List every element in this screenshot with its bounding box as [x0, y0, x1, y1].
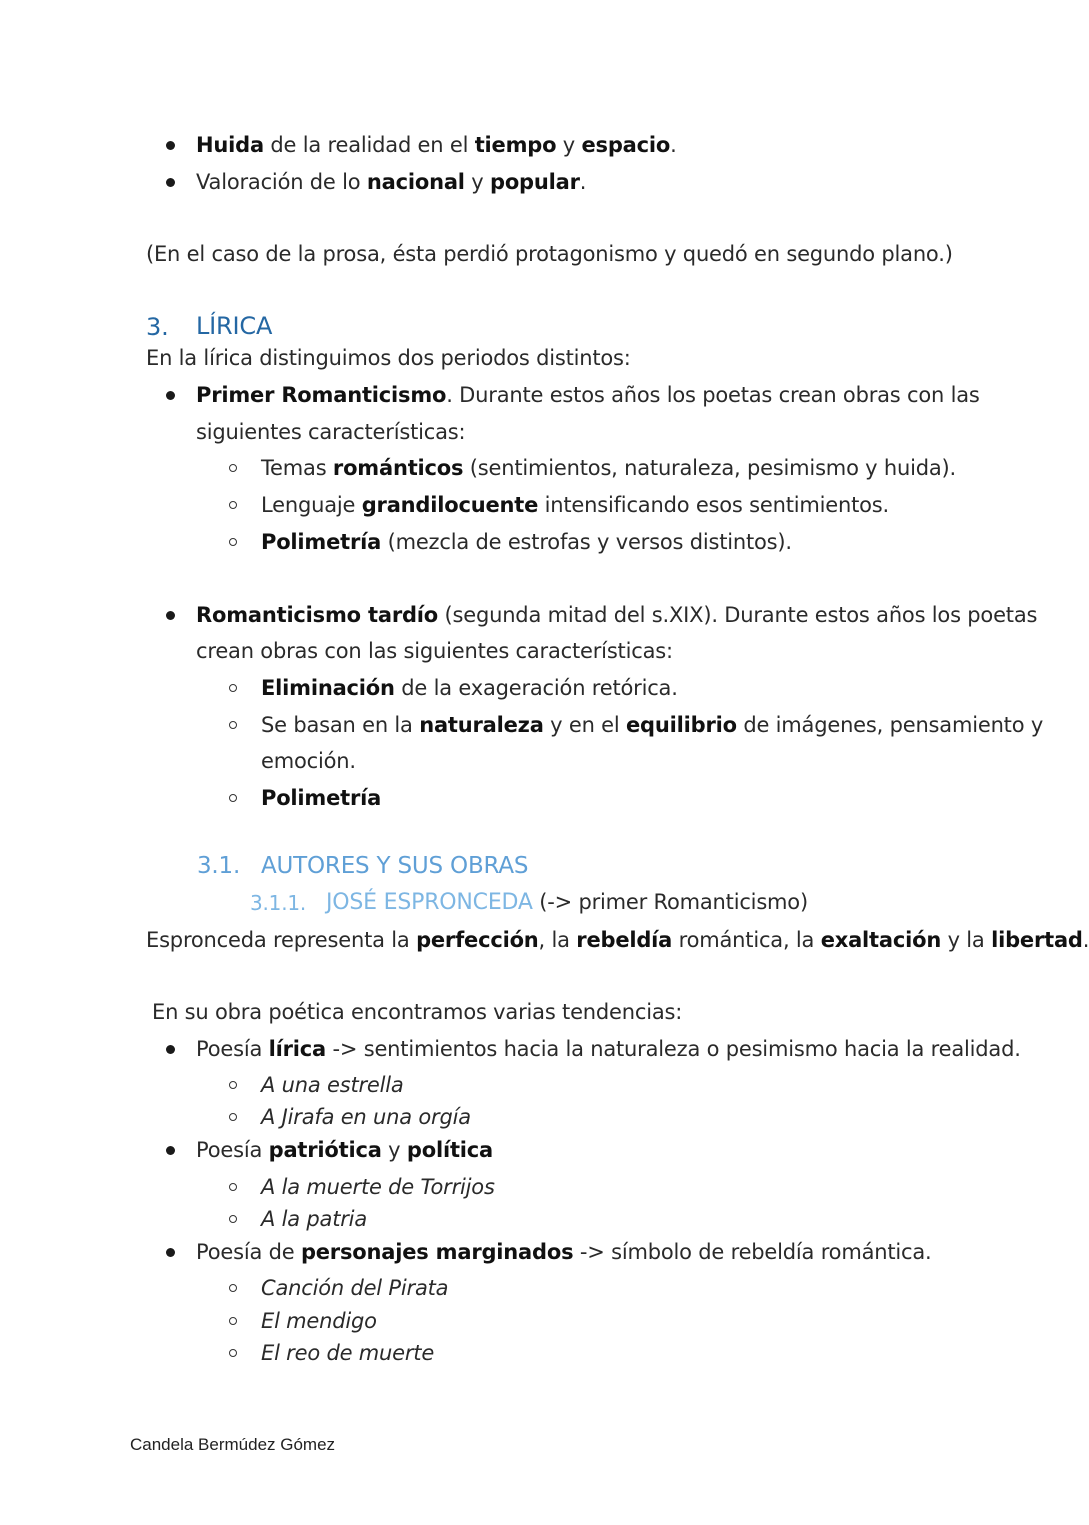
- circle-bullet: [229, 1183, 237, 1191]
- subsection-title: AUTORES Y SUS OBRAS: [261, 853, 529, 879]
- text-run: y: [381, 1138, 407, 1162]
- text-run: de la realidad en el: [263, 133, 475, 157]
- tendencias-intro: En su obra poética encontramos varias tendencias:: [152, 1000, 683, 1024]
- circle-bullet: [229, 538, 237, 546]
- circle-bullet: [229, 1284, 237, 1292]
- bold-text: Eliminación: [261, 676, 395, 700]
- section-intro: En la lírica distinguimos dos periodos distintos:: [146, 346, 631, 370]
- tardio-line1: [196, 601, 1037, 629]
- text-run: (segunda mitad del s.XIX). Durante estos años los poetas: [438, 603, 1038, 627]
- bullet-huida: [196, 131, 677, 159]
- prose-note: (En el caso de la prosa, ésta perdió protagonismo y quedó en segundo plano.): [146, 242, 953, 266]
- text-run: (mezcla de estrofas y versos distintos).: [381, 530, 792, 554]
- tardio-item-polimetria: [261, 784, 381, 812]
- bold-text: naturaleza: [419, 713, 544, 737]
- tardio-item-naturaleza: [261, 711, 1043, 739]
- subsubsection-title: JOSÉ ESPRONCEDA: [326, 890, 533, 915]
- text-run: , la: [538, 928, 577, 952]
- tardio-line2: crean obras con las siguientes características:: [196, 639, 673, 663]
- circle-bullet: [229, 1317, 237, 1325]
- text-run: -> símbolo de rebeldía romántica.: [573, 1240, 932, 1264]
- subsection-number: 3.1.: [197, 853, 241, 879]
- subsubsection-number: 3.1.1.: [250, 891, 307, 915]
- circle-bullet: [229, 1081, 237, 1089]
- bold-text: perfección: [416, 928, 539, 952]
- primer-item-lenguaje: [261, 491, 889, 519]
- primer-item-temas: [261, 454, 956, 482]
- circle-bullet: [229, 464, 237, 472]
- circle-bullet: [229, 1215, 237, 1223]
- tendencia-lirica: [196, 1035, 1021, 1063]
- work-title: El reo de muerte: [261, 1341, 435, 1365]
- circle-bullet: [229, 1349, 237, 1357]
- bold-text: exaltación: [820, 928, 942, 952]
- text-run: . Durante estos años los poetas crean obras con las: [446, 383, 980, 407]
- subsubsection-heading: [326, 888, 808, 917]
- text-run: .: [670, 133, 677, 157]
- bold-text: lírica: [268, 1037, 326, 1061]
- bold-text: popular: [490, 170, 580, 194]
- bold-text: tiempo: [474, 133, 557, 157]
- tardio-item-eliminacion: [261, 674, 678, 702]
- bold-text: rebeldía: [576, 928, 673, 952]
- text-run: .: [1082, 928, 1089, 952]
- text-run: (sentimientos, naturaleza, pesimismo y huida).: [463, 456, 957, 480]
- espronceda-line: [146, 926, 1089, 954]
- tendencia-patriotica: [196, 1136, 493, 1164]
- text-run: -> sentimientos hacia la naturaleza o pesimismo hacia la realidad.: [325, 1037, 1021, 1061]
- bullet-valoracion: [196, 168, 586, 196]
- circle-bullet: [229, 1113, 237, 1121]
- footer-author: Candela Bermúdez Gómez: [130, 1435, 336, 1454]
- text-run: y la: [941, 928, 992, 952]
- bold-text: Primer Romanticismo: [196, 383, 447, 407]
- primer-romanticismo-line2: siguientes características:: [196, 420, 466, 444]
- bullet-dot: [166, 1146, 175, 1155]
- bullet-dot: [166, 391, 175, 400]
- bold-text: grandilocuente: [361, 493, 539, 517]
- text-run: Lenguaje: [261, 493, 362, 517]
- text-run: Poesía: [196, 1037, 269, 1061]
- text-run: Poesía de: [196, 1240, 301, 1264]
- bold-text: espacio: [581, 133, 671, 157]
- work-title: A una estrella: [261, 1073, 404, 1097]
- text-run: .: [579, 170, 587, 194]
- text-run: de la exageración retórica.: [394, 676, 678, 700]
- text-run: Valoración de lo: [196, 170, 367, 194]
- primer-romanticismo-line1: [196, 381, 980, 409]
- tendencia-marginados: [196, 1238, 932, 1266]
- text-run: emoción.: [261, 749, 356, 773]
- bold-text: Polimetría: [261, 530, 382, 554]
- text-run: intensificando esos sentimientos.: [538, 493, 890, 517]
- bullet-dot: [166, 141, 175, 150]
- text-run: de imágenes, pensamiento y: [736, 713, 1044, 737]
- subsubsection-note: (-> primer Romanticismo): [532, 890, 808, 914]
- primer-item-polimetria: [261, 528, 792, 556]
- bold-text: Huida: [196, 133, 264, 157]
- text-run: romántica, la: [672, 928, 821, 952]
- text-run: y: [464, 170, 490, 194]
- work-title: A la patria: [261, 1207, 367, 1231]
- bold-text: personajes marginados: [300, 1240, 574, 1264]
- work-title: A la muerte de Torrijos: [261, 1175, 495, 1199]
- text-run: y: [556, 133, 582, 157]
- text-run: Poesía: [196, 1138, 269, 1162]
- text-run: Se basan en la: [261, 713, 420, 737]
- bold-text: Polimetría: [261, 786, 382, 810]
- bullet-dot: [166, 611, 175, 620]
- bold-text: nacional: [366, 170, 465, 194]
- bold-text: patriótica: [268, 1138, 382, 1162]
- text-run: Espronceda representa la: [146, 928, 417, 952]
- text-run: Temas: [261, 456, 333, 480]
- bold-text: política: [406, 1138, 494, 1162]
- bullet-dot: [166, 178, 175, 187]
- section-title: LÍRICA: [196, 312, 273, 340]
- bold-text: libertad: [991, 928, 1083, 952]
- circle-bullet: [229, 721, 237, 729]
- bullet-dot: [166, 1248, 175, 1257]
- tardio-item-naturaleza-cont: [261, 747, 356, 775]
- bold-text: románticos: [332, 456, 464, 480]
- work-title: A Jirafa en una orgía: [261, 1105, 471, 1129]
- section-number: 3.: [146, 313, 169, 341]
- circle-bullet: [229, 684, 237, 692]
- bold-text: equilibrio: [626, 713, 737, 737]
- circle-bullet: [229, 794, 237, 802]
- work-title: Canción del Pirata: [261, 1276, 449, 1300]
- text-run: y en el: [543, 713, 627, 737]
- bold-text: Romanticismo tardío: [196, 603, 439, 627]
- bullet-dot: [166, 1045, 175, 1054]
- circle-bullet: [229, 501, 237, 509]
- work-title: El mendigo: [261, 1309, 377, 1333]
